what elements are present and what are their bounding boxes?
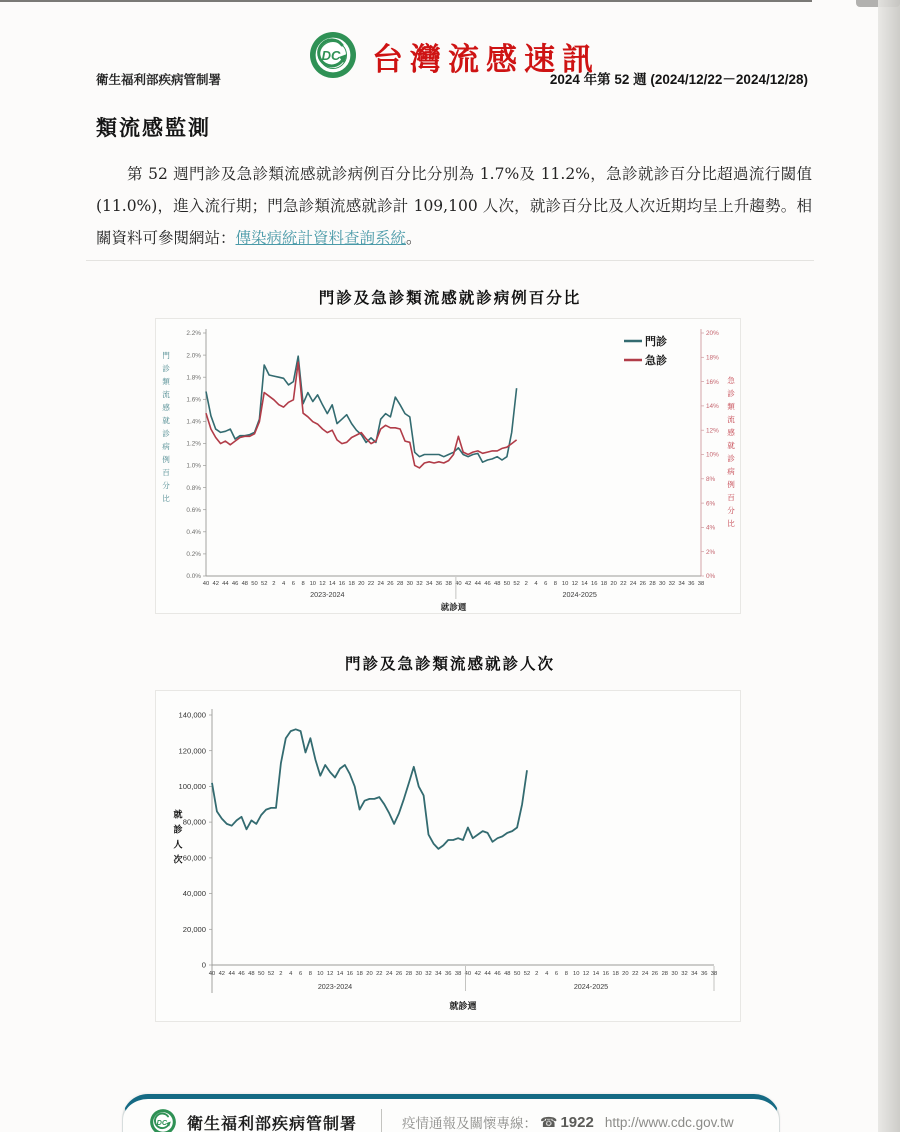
chart1-title: 門診及急診類流感就診病例百分比	[318, 288, 582, 307]
svg-text:40: 40	[202, 581, 210, 587]
legend-label: 急診	[645, 354, 667, 367]
svg-text:46: 46	[484, 581, 491, 587]
svg-text:診: 診	[162, 364, 170, 373]
svg-text:52: 52	[260, 581, 268, 587]
svg-text:分: 分	[162, 481, 170, 490]
svg-text:1.2%: 1.2%	[186, 440, 201, 448]
svg-text:44: 44	[484, 971, 491, 977]
svg-text:40: 40	[455, 581, 462, 587]
svg-text:22: 22	[376, 971, 383, 977]
svg-text:1.4%: 1.4%	[186, 418, 201, 426]
svg-text:流: 流	[162, 390, 170, 399]
svg-text:2.0%: 2.0%	[186, 352, 201, 360]
svg-text:40: 40	[208, 971, 216, 977]
svg-text:比: 比	[727, 519, 735, 528]
svg-text:40,000: 40,000	[182, 889, 206, 899]
svg-text:50: 50	[257, 971, 265, 977]
phone-icon: ☎	[540, 1113, 558, 1130]
svg-text:52: 52	[513, 581, 520, 587]
svg-text:次: 次	[173, 854, 183, 865]
chart2-title: 門診及急診類流感就診人次	[344, 654, 555, 673]
svg-text:10: 10	[561, 581, 569, 587]
svg-text:2: 2	[279, 971, 283, 977]
svg-text:類: 類	[162, 377, 170, 386]
svg-text:22: 22	[620, 581, 627, 587]
svg-text:20%: 20%	[706, 330, 719, 338]
svg-text:80,000: 80,000	[182, 817, 206, 827]
svg-text:2024-2025: 2024-2025	[573, 982, 609, 991]
svg-text:38: 38	[710, 971, 718, 977]
svg-text:120,000: 120,000	[178, 746, 206, 756]
svg-text:6: 6	[554, 971, 559, 977]
svg-text:8: 8	[308, 971, 313, 977]
svg-text:20: 20	[622, 971, 629, 977]
series-line-visits	[212, 729, 527, 849]
svg-text:18: 18	[356, 971, 363, 977]
svg-text:0.0%: 0.0%	[186, 573, 201, 581]
svg-text:2023-2024: 2023-2024	[317, 982, 353, 991]
svg-text:6: 6	[544, 581, 548, 587]
svg-text:30: 30	[406, 581, 414, 587]
footer-row	[123, 1099, 779, 1132]
svg-text:12%: 12%	[706, 427, 719, 435]
svg-text:16: 16	[590, 581, 598, 587]
svg-text:52: 52	[523, 971, 531, 977]
svg-text:30: 30	[415, 971, 422, 977]
svg-text:8: 8	[301, 581, 305, 587]
svg-text:門: 門	[162, 351, 170, 360]
svg-text:4: 4	[281, 581, 286, 587]
svg-text:46: 46	[494, 971, 501, 977]
svg-text:20: 20	[366, 971, 373, 977]
svg-text:8: 8	[553, 581, 558, 587]
footer-card	[122, 1094, 780, 1132]
svg-text:34: 34	[691, 971, 698, 977]
svg-text:50: 50	[513, 971, 521, 977]
svg-text:40: 40	[464, 971, 472, 977]
svg-text:診: 診	[727, 454, 735, 463]
svg-text:24: 24	[385, 971, 393, 977]
svg-text:36: 36	[700, 971, 708, 977]
svg-text:20: 20	[358, 581, 365, 587]
svg-text:26: 26	[387, 581, 394, 587]
svg-text:感: 感	[162, 403, 170, 412]
svg-text:6: 6	[298, 971, 303, 977]
footer-cdc-logo-icon	[149, 1108, 177, 1132]
svg-text:病: 病	[162, 442, 170, 451]
footer-hotline	[402, 1112, 734, 1132]
svg-text:4: 4	[545, 971, 549, 977]
svg-text:2: 2	[272, 581, 276, 587]
chart2-section	[155, 690, 741, 1022]
svg-text:DC: DC	[321, 48, 341, 63]
scan-artifact-top-edge	[0, 0, 812, 2]
svg-text:42: 42	[474, 971, 482, 977]
footer-divider	[381, 1109, 382, 1132]
svg-text:20,000: 20,000	[182, 924, 206, 934]
svg-text:34: 34	[435, 971, 442, 977]
svg-text:8: 8	[564, 971, 569, 977]
svg-text:52: 52	[267, 971, 275, 977]
svg-text:36: 36	[444, 971, 452, 977]
svg-text:14%: 14%	[706, 403, 719, 411]
svg-text:2024-2025: 2024-2025	[562, 590, 597, 599]
hotline-label: 疫情通報及關懷專線：	[402, 1116, 538, 1131]
newsletter-title: 台灣流感速訊	[372, 42, 600, 78]
svg-text:50: 50	[503, 581, 511, 587]
svg-text:人: 人	[173, 839, 183, 850]
svg-text:例: 例	[727, 480, 735, 489]
svg-text:就診週: 就診週	[440, 602, 467, 612]
svg-text:0%: 0%	[706, 573, 716, 581]
svg-text:18: 18	[600, 581, 608, 587]
svg-text:44: 44	[222, 581, 229, 587]
svg-text:百: 百	[727, 493, 735, 502]
svg-text:6: 6	[291, 581, 296, 587]
svg-text:32: 32	[416, 581, 423, 587]
svg-text:16: 16	[338, 581, 346, 587]
chart1-canvas	[156, 319, 740, 613]
chart2-canvas	[156, 691, 740, 1021]
svg-text:0.8%: 0.8%	[186, 484, 201, 492]
svg-text:6%: 6%	[706, 500, 716, 508]
svg-text:急: 急	[727, 376, 735, 385]
svg-text:病: 病	[727, 467, 735, 476]
svg-text:30: 30	[658, 581, 666, 587]
svg-text:26: 26	[639, 581, 647, 587]
hotline-number: 1922	[560, 1113, 594, 1131]
svg-text:38: 38	[697, 581, 705, 587]
footer-agency: 衛生福利部疾病管制署	[187, 1115, 358, 1132]
svg-text:2: 2	[524, 581, 528, 587]
paragraph-period: 。	[406, 229, 422, 247]
svg-text:100,000: 100,000	[178, 782, 206, 791]
svg-text:30: 30	[671, 971, 678, 977]
svg-text:34: 34	[678, 581, 685, 587]
svg-text:38: 38	[454, 971, 462, 977]
paragraph-text: 第 52 週門診及急診類流感就診病例百分比分別為 1.7%及 11.2%，急診就診百分比超過流行閾值(11.0%)，進入流行期；門急診類流感就診計 109,100 人次，就診百分比及人次近期均呈上升趨勢。相關資料可參閱網站：	[96, 165, 812, 247]
svg-text:流: 流	[727, 415, 735, 424]
svg-text:類: 類	[727, 402, 735, 411]
svg-text:32: 32	[425, 971, 432, 977]
svg-text:感: 感	[727, 428, 735, 437]
svg-text:14: 14	[592, 971, 600, 977]
chart1-section	[155, 318, 741, 614]
svg-text:32: 32	[681, 971, 688, 977]
svg-text:分: 分	[727, 506, 735, 515]
svg-text:0.6%: 0.6%	[186, 506, 201, 514]
svg-text:16: 16	[602, 971, 609, 977]
svg-text:4: 4	[289, 971, 293, 977]
svg-text:2023-2024: 2023-2024	[310, 590, 345, 599]
svg-text:0: 0	[201, 960, 206, 970]
svg-text:16: 16	[346, 971, 354, 977]
svg-text:診: 診	[162, 429, 170, 438]
svg-text:28: 28	[649, 581, 656, 587]
svg-text:42: 42	[218, 971, 226, 977]
svg-text:4%: 4%	[706, 524, 716, 532]
section-heading: 類流感監測	[96, 115, 211, 140]
footer-website: http://www.cdc.gov.tw	[604, 1114, 734, 1130]
svg-text:18%: 18%	[706, 354, 719, 362]
svg-text:24: 24	[377, 581, 384, 587]
svg-text:26: 26	[395, 971, 403, 977]
statistics-system-link[interactable]: 傳染病統計資料查詢系統	[235, 229, 407, 247]
svg-text:10: 10	[309, 581, 317, 587]
svg-text:18: 18	[612, 971, 619, 977]
svg-text:20: 20	[610, 581, 617, 587]
svg-text:診: 診	[727, 389, 735, 398]
svg-text:38: 38	[445, 581, 452, 587]
svg-text:0.4%: 0.4%	[186, 529, 201, 536]
svg-text:32: 32	[668, 581, 676, 587]
svg-text:48: 48	[241, 581, 249, 587]
svg-text:22: 22	[632, 971, 639, 977]
cdc-logo-icon	[308, 30, 358, 80]
svg-text:比: 比	[162, 494, 170, 503]
svg-text:24: 24	[629, 581, 637, 587]
issue-week-daterange: 2024 年第 52 週 (2024/12/22－2024/12/28)	[549, 72, 808, 87]
svg-text:1.8%: 1.8%	[186, 374, 201, 382]
masthead-agency: 衛生福利部疾病管制署	[96, 72, 222, 87]
svg-text:1.6%: 1.6%	[186, 396, 201, 404]
svg-text:百: 百	[162, 468, 170, 477]
svg-text:診: 診	[173, 824, 183, 835]
svg-text:50: 50	[251, 581, 258, 587]
svg-text:就: 就	[173, 809, 183, 820]
svg-text:34: 34	[425, 581, 433, 587]
svg-text:48: 48	[504, 971, 511, 977]
svg-text:1.0%: 1.0%	[186, 462, 201, 470]
svg-text:DC: DC	[156, 1117, 168, 1127]
svg-text:10: 10	[317, 971, 324, 977]
svg-text:42: 42	[464, 581, 472, 587]
svg-text:16%: 16%	[706, 378, 719, 386]
svg-text:28: 28	[405, 971, 413, 977]
svg-text:2.2%: 2.2%	[186, 330, 201, 338]
svg-text:2: 2	[535, 971, 539, 977]
svg-text:36: 36	[435, 581, 443, 587]
svg-text:28: 28	[396, 581, 404, 587]
svg-text:14: 14	[581, 581, 588, 587]
svg-text:26: 26	[651, 971, 659, 977]
svg-text:44: 44	[474, 581, 482, 587]
svg-text:例: 例	[162, 455, 170, 464]
svg-text:就: 就	[727, 441, 735, 450]
content-divider	[86, 260, 814, 261]
svg-text:8%: 8%	[706, 476, 716, 483]
svg-text:140,000: 140,000	[178, 710, 206, 720]
svg-text:24: 24	[641, 971, 649, 977]
svg-text:12: 12	[326, 971, 334, 977]
report-paragraph	[96, 158, 812, 254]
series-line-outpatient	[206, 356, 517, 462]
svg-text:46: 46	[231, 581, 239, 587]
svg-text:0.2%: 0.2%	[186, 551, 201, 559]
series-line-emergency	[206, 362, 517, 468]
svg-text:14: 14	[328, 581, 336, 587]
svg-text:14: 14	[336, 971, 344, 977]
svg-text:就診週: 就診週	[449, 1001, 477, 1011]
svg-text:60,000: 60,000	[182, 853, 206, 863]
svg-text:12: 12	[582, 971, 590, 977]
svg-text:12: 12	[571, 581, 579, 587]
svg-text:42: 42	[212, 581, 219, 587]
svg-text:46: 46	[238, 971, 245, 977]
svg-text:18: 18	[348, 581, 355, 587]
svg-text:就: 就	[162, 416, 170, 425]
svg-text:22: 22	[367, 581, 375, 587]
svg-text:44: 44	[228, 971, 235, 977]
svg-text:10%: 10%	[706, 451, 719, 459]
svg-text:48: 48	[248, 971, 255, 977]
svg-text:28: 28	[661, 971, 669, 977]
svg-text:36: 36	[688, 581, 695, 587]
svg-text:4: 4	[534, 581, 538, 587]
svg-text:10: 10	[572, 971, 580, 977]
svg-text:2%: 2%	[706, 548, 716, 556]
svg-text:48: 48	[493, 581, 501, 587]
svg-text:12: 12	[319, 581, 326, 587]
scan-artifact-right-edge	[878, 0, 900, 1132]
legend-label: 門診	[645, 335, 667, 348]
